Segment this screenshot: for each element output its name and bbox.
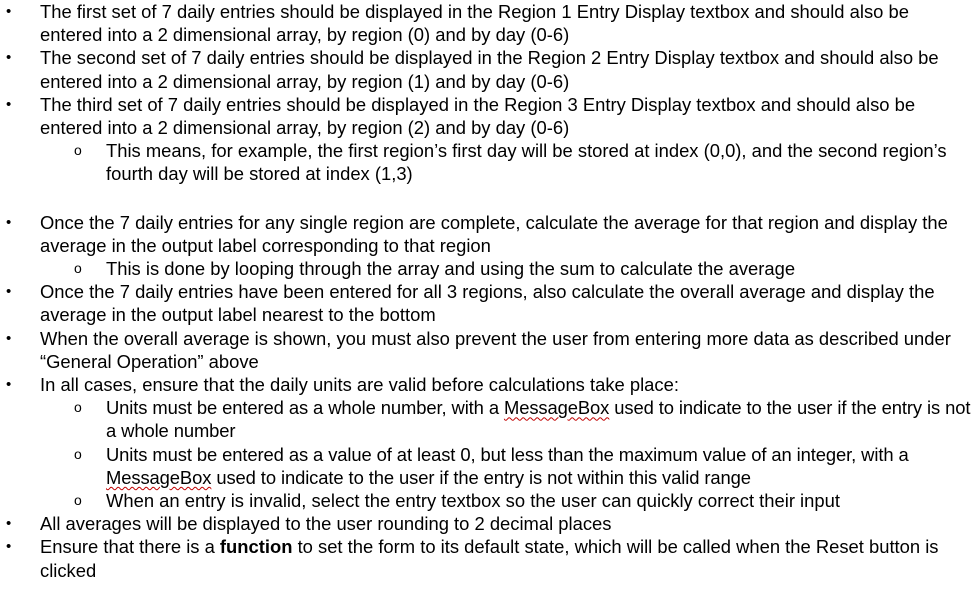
list-item xyxy=(0,327,971,373)
sub-list-item-text: This means, for example, the first region’s first day will be stored at index (0,0), and the second region’s fourth day will be stored at index (1,3) xyxy=(106,140,947,185)
bullet-icon: • xyxy=(6,329,12,347)
spellcheck-word: MessageBox xyxy=(106,466,212,488)
list-item-text: Once the 7 daily entries have been entered for all 3 regions, also calculate the overall average and display the average in the output label nearest to the bottom xyxy=(40,281,935,326)
list-item-text: In all cases, ensure that the daily units are valid before calculations take place: xyxy=(40,374,679,396)
list-item-text: The second set of 7 daily entries should be displayed in the Region 2 Entry Display textbox and should also be entered into a 2 dimensional array, by region (1) and by day (0-6) xyxy=(40,47,939,92)
list-item-text: When the overall average is shown, you must also prevent the user from entering more data as described under “General Operation” above xyxy=(40,327,951,372)
bullet-icon: • xyxy=(6,3,12,20)
list-item xyxy=(0,512,971,535)
sub-list-item-text-before: Units must be entered as a value of at least 0, but less than the maximum value of an integer, with a xyxy=(106,443,909,465)
list-item xyxy=(0,373,971,512)
bullet-icon: • xyxy=(6,376,12,394)
list-item xyxy=(0,0,971,46)
sub-list-item-text-after: used to indicate to the user if the entry is not a whole number xyxy=(106,397,971,442)
list-item-text-after: to set the form to its default state, which will be called when the Reset button is clicked xyxy=(40,536,939,581)
spellcheck-word: MessageBox xyxy=(503,397,610,419)
list-item xyxy=(0,211,971,281)
sub-bullet-icon: o xyxy=(74,142,82,159)
sub-list-item xyxy=(0,139,971,185)
sub-list xyxy=(40,396,971,512)
bullet-icon: • xyxy=(6,515,12,533)
list-item xyxy=(0,280,971,326)
list-item xyxy=(0,535,971,581)
sub-list-item xyxy=(0,396,971,442)
list-item xyxy=(0,93,971,186)
bullet-icon: • xyxy=(6,95,12,113)
list-item xyxy=(0,46,971,92)
list-item-text: Once the 7 daily entries for any single region are complete, calculate the average for that region and display the average in the output label corresponding to that region xyxy=(40,211,948,256)
bullet-icon: • xyxy=(6,283,12,301)
list-item-text-before: Ensure that there is a xyxy=(40,536,220,558)
sub-bullet-icon: o xyxy=(74,260,82,277)
sub-list-item-text: This is done by looping through the array and using the sum to calculate the average xyxy=(106,258,796,280)
sub-list xyxy=(40,139,971,185)
sub-list xyxy=(40,257,971,280)
bullet-icon: • xyxy=(6,213,12,231)
sub-bullet-icon: o xyxy=(74,399,82,416)
list-item-text: All averages will be displayed to the user rounding to 2 decimal places xyxy=(40,513,612,535)
blank-line xyxy=(0,186,971,211)
bullet-icon: • xyxy=(6,49,12,67)
sub-list-item-text: When an entry is invalid, select the entry textbox so the user can quickly correct their input xyxy=(106,490,840,512)
list-item-text: The third set of 7 daily entries should be displayed in the Region 3 Entry Display textbox and should also be entered into a 2 dimensional array, by region (2) and by day (0-6) xyxy=(40,93,916,139)
sub-list-item xyxy=(0,257,971,280)
sub-list-item-text-after: used to indicate to the user if the entry is not within this valid range xyxy=(211,466,751,488)
sub-list-item xyxy=(0,489,971,512)
bullet-icon: • xyxy=(6,538,12,556)
sub-list-item xyxy=(0,443,971,489)
sub-list-item-text-before: Units must be entered as a whole number, with a xyxy=(106,397,504,419)
list-item-text: The first set of 7 daily entries should be displayed in the Region 1 Entry Display textbox and should also be entered into a 2 dimensional array, by region (0) and by day (0-6) xyxy=(40,1,909,46)
sub-bullet-icon: o xyxy=(74,445,82,462)
sub-bullet-icon: o xyxy=(74,492,82,509)
bold-keyword: function xyxy=(219,536,293,558)
